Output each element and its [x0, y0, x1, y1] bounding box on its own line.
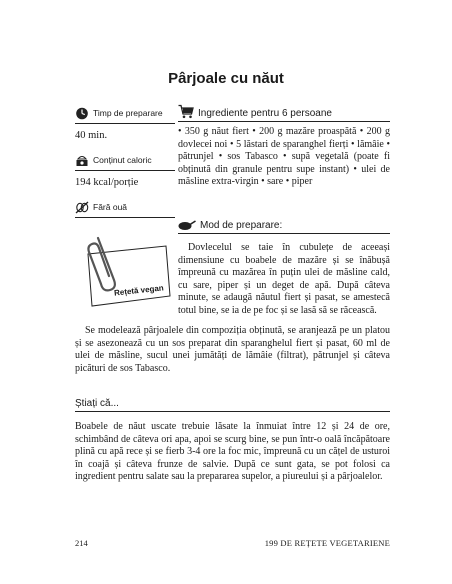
ingredients-label: Ingrediente pentru 6 persoane [198, 108, 332, 119]
no-eggs-label: Fără ouă [93, 201, 128, 212]
preparation-header [178, 216, 390, 234]
preparation-paragraph-1: Dovlecelul se taie în cubulețe de aceeași dimensiune cu boabele de mazăre și se înăbușă împreună cu mazărea în puțin ulei de măsline cald, cu sare, piper și un deget de apă. După câteva minute, se adaugă năutul fiert și pasat, se amestecă totul bine, se ia de pe foc și se lasă să se răcească. [178, 242, 390, 316]
scale-icon [75, 153, 89, 167]
prep-time-label: Timp de preparare [93, 107, 163, 118]
preparation-paragraph-2: Se modelează pârjoalele din compoziția obținută, se aranjează pe un platou și se asezonează cu un sos preparat din sparanghelul fiert și pasat, 60 ml de ulei de măsline, sucul unei jumătăți de lămâie (filtrat), pătrunjel și câteva picături de sos Tabasco. [75, 325, 390, 374]
calories-label: Conținut caloric [93, 154, 152, 165]
page-title: Pârjoale cu năut [168, 70, 284, 87]
prep-time-value: 40 min. [75, 130, 108, 141]
recipe-info-sidebar [75, 104, 175, 218]
did-you-know-text: Boabele de năut uscate trebuie lăsate la înmuiat între 12 și 24 de ore, schimbând de câteva ori apa, apoi se scurg bine, se pun într-o oală încăpătoare plină cu apă rece și se fierb 3-4 ore la foc mic, împreună cu un cățel de usturoi în coajă și câteva frunze de salvie. După ce sunt gata, se pot folosi ca ingredient pentru salate sau la prepararea supelor, a piureului și a pârjoalelor. [75, 421, 390, 483]
no-eggs-block [75, 198, 175, 218]
preparation-label: Mod de preparare: [200, 220, 283, 231]
crossed-egg-icon [75, 200, 89, 214]
clock-icon [75, 106, 89, 120]
did-you-know-header: Știați că... [75, 398, 390, 412]
book-title: 199 DE REȚETE VEGETARIENE [264, 538, 390, 548]
vegan-card-graphic [80, 234, 172, 310]
page-footer [75, 538, 390, 548]
ingredients-section [178, 104, 390, 189]
no-eggs-header [75, 198, 175, 218]
calories-block [75, 151, 175, 188]
ingredients-header [178, 104, 390, 122]
preparation-section [178, 216, 390, 234]
prep-time-block [75, 104, 175, 141]
page-number: 214 [75, 538, 88, 548]
calories-header [75, 151, 175, 171]
calories-value: 194 kcal/porție [75, 177, 139, 188]
vegan-tag-card [80, 234, 172, 310]
shopping-cart-icon [178, 104, 194, 119]
ingredients-list: • 350 g năut fiert • 200 g mazăre proaspătă • 200 g dovlecei noi • 5 lăstari de sparanghel fierți • lămâie • pătrunjel • sos Tabasco • supă vegetală (poate fi obținută din granule pentru supe instant) • ulei de măsline extra-virgin • sare • piper [178, 126, 390, 188]
pan-icon [178, 217, 196, 231]
prep-time-header [75, 104, 175, 124]
vegan-tag-label: Rețetă vegan [113, 283, 165, 298]
